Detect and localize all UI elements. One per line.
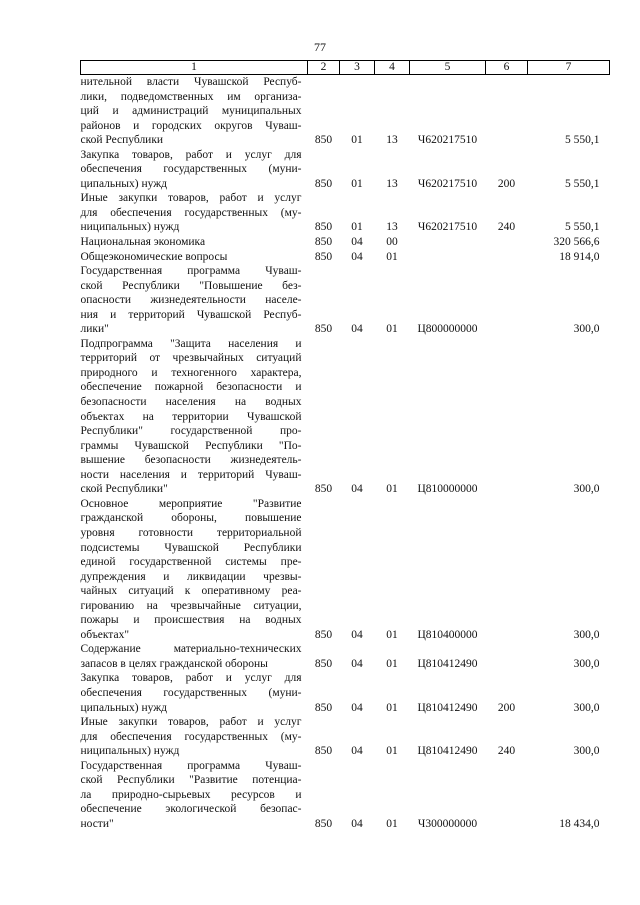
- ministry-code: 850: [314, 701, 333, 714]
- description-line: обеспечения государственных (муни-: [80, 163, 302, 176]
- table-row: [81, 235, 610, 250]
- column-number-row: [81, 61, 610, 75]
- description-line: уровня готовности территориальной: [80, 526, 302, 539]
- target-article-code: Ц810412490: [417, 657, 478, 670]
- table-row: [81, 75, 610, 148]
- description-line: Основное мероприятие "Развитие: [80, 497, 302, 510]
- description-line: Содержание материально-технических: [80, 643, 302, 656]
- amount: 300,0: [573, 628, 600, 641]
- row-description: [81, 250, 308, 265]
- table-row: [81, 671, 610, 715]
- description-line: ской Республики": [80, 483, 168, 496]
- description-line: ций и администраций муниципальных: [80, 105, 302, 118]
- subsection-code: 01: [386, 250, 398, 263]
- section-code: 04: [351, 657, 363, 670]
- description-line: районов и городских округов Чуваш-: [80, 119, 302, 132]
- description-line: Подпрограмма "Защита населения и: [80, 337, 302, 350]
- description-line: для обеспечения государственных (му-: [80, 730, 302, 743]
- description-line: вышение безопасности жизнедеятель-: [80, 454, 302, 467]
- column-number: 6: [486, 61, 528, 75]
- section-code: 01: [351, 221, 363, 234]
- description-line: Закупка товаров, работ и услуг для: [80, 672, 302, 685]
- ministry-code: 850: [314, 221, 333, 234]
- table-row: [81, 715, 610, 759]
- page-number: 77: [314, 40, 326, 54]
- description-line: природного и техногенного характера,: [80, 366, 302, 379]
- description-line: Государственная программа Чуваш-: [80, 759, 302, 772]
- target-article-code: Ч620217510: [417, 134, 478, 147]
- subsection-code: 13: [386, 177, 398, 190]
- table-row: [81, 642, 610, 671]
- expense-type-code: 200: [497, 701, 516, 714]
- section-code: 04: [351, 701, 363, 714]
- section-code: 04: [351, 236, 363, 249]
- description-line: Республики" государственной про-: [80, 425, 302, 438]
- row-description: [81, 337, 308, 497]
- amount: 320 566,6: [553, 236, 600, 249]
- target-article-code: Ч620217510: [417, 177, 478, 190]
- description-line: ния и территорий Чувашской Респуб-: [80, 308, 302, 321]
- description-line: Иные закупки товаров, работ и услуг: [80, 192, 302, 205]
- amount: 300,0: [573, 657, 600, 670]
- description-line: ниципальных) нужд: [80, 745, 180, 758]
- subsection-code: 13: [386, 221, 398, 234]
- subsection-code: 01: [386, 628, 398, 641]
- description-line: граммы Чувашской Республики "По-: [80, 439, 302, 452]
- table-row: [81, 148, 610, 192]
- description-line: объектах на территории Чувашской: [80, 410, 302, 423]
- description-line: единой государственной системы пре-: [80, 556, 302, 569]
- target-article-code: [410, 250, 486, 265]
- ministry-code: 850: [314, 134, 333, 147]
- row-description: [81, 148, 308, 192]
- expense-type-code: 240: [497, 745, 516, 758]
- subsection-code: 01: [386, 657, 398, 670]
- description-line: лики": [80, 323, 109, 336]
- description-line: опасности жизнедеятельности населе-: [80, 294, 302, 307]
- target-article-code: Ц810000000: [417, 483, 478, 496]
- description-line: Общеэкономические вопросы: [80, 250, 228, 263]
- target-article-code: [410, 235, 486, 250]
- description-line: запасов в целях гражданской обороны: [80, 657, 268, 670]
- section-code: 04: [351, 628, 363, 641]
- amount: 5 550,1: [565, 221, 600, 234]
- amount: 300,0: [573, 701, 600, 714]
- budget-table: [80, 60, 610, 831]
- amount: 5 550,1: [565, 177, 600, 190]
- target-article-code: Ч620217510: [417, 221, 478, 234]
- table-row: [81, 191, 610, 235]
- table-row: [81, 250, 610, 265]
- section-code: 04: [351, 745, 363, 758]
- row-description: [81, 497, 308, 642]
- amount: 300,0: [573, 323, 600, 336]
- description-line: обеспечения государственных (муни-: [80, 686, 302, 699]
- expense-type-code: [486, 759, 528, 832]
- description-line: ности": [80, 817, 114, 830]
- description-line: обеспечение экологической безопас-: [80, 803, 302, 816]
- ministry-code: 850: [314, 177, 333, 190]
- table-row: [81, 759, 610, 832]
- subsection-code: 01: [386, 745, 398, 758]
- subsection-code: 01: [386, 701, 398, 714]
- description-line: ской Республики: [80, 134, 164, 147]
- expense-type-code: [486, 337, 528, 497]
- table-row: [81, 497, 610, 642]
- target-article-code: Ц800000000: [417, 323, 478, 336]
- ministry-code: 850: [314, 657, 333, 670]
- row-description: [81, 264, 308, 337]
- target-article-code: Ц810400000: [417, 628, 478, 641]
- ministry-code: 850: [314, 236, 333, 249]
- column-number: 5: [410, 61, 486, 75]
- amount: 300,0: [573, 745, 600, 758]
- ministry-code: 850: [314, 323, 333, 336]
- amount: 18 914,0: [559, 250, 600, 263]
- ministry-code: 850: [314, 628, 333, 641]
- description-line: Закупка товаров, работ и услуг для: [80, 148, 302, 161]
- table-row: [81, 337, 610, 497]
- section-code: 04: [351, 483, 363, 496]
- table-body: [81, 75, 610, 832]
- subsection-code: 01: [386, 817, 398, 830]
- description-line: ла природно-сырьевых ресурсов и: [80, 788, 302, 801]
- section-code: 01: [351, 177, 363, 190]
- amount: 5 550,1: [565, 134, 600, 147]
- section-code: 04: [351, 250, 363, 263]
- table-header: [81, 61, 610, 75]
- description-line: пожары и происшествия на водных: [80, 614, 302, 627]
- description-line: безопасности населения на водных: [80, 396, 302, 409]
- expense-type-code: 200: [497, 177, 516, 190]
- subsection-code: 13: [386, 134, 398, 147]
- table-row: [81, 264, 610, 337]
- description-line: гражданской обороны, повышение: [80, 512, 302, 525]
- description-line: нительной власти Чувашской Респуб-: [80, 76, 302, 88]
- column-number: 4: [375, 61, 410, 75]
- description-line: подсистемы Чувашской Республики: [80, 541, 302, 554]
- ministry-code: 850: [314, 483, 333, 496]
- row-description: [81, 671, 308, 715]
- row-description: [81, 191, 308, 235]
- column-number: 7: [528, 61, 610, 75]
- expense-type-code: [486, 235, 528, 250]
- expense-type-code: [486, 642, 528, 671]
- description-line: Государственная программа Чуваш-: [80, 265, 302, 278]
- description-line: объектах": [80, 628, 130, 641]
- expense-type-code: [486, 250, 528, 265]
- description-line: Иные закупки товаров, работ и услуг: [80, 716, 302, 729]
- expense-type-code: [486, 264, 528, 337]
- description-line: обеспечение пожарной безопасности и: [80, 381, 302, 394]
- target-article-code: Ц810412490: [417, 701, 478, 714]
- expense-type-code: 240: [497, 221, 516, 234]
- row-description: [81, 642, 308, 671]
- description-line: ниципальных) нужд: [80, 221, 180, 234]
- description-line: территорий от чрезвычайных ситуаций: [80, 352, 302, 365]
- description-line: ности населения и территорий Чуваш-: [80, 468, 302, 481]
- description-line: для обеспечения государственных (му-: [80, 206, 302, 219]
- row-description: [81, 75, 308, 148]
- row-description: [81, 759, 308, 832]
- description-line: Национальная экономика: [80, 236, 206, 249]
- subsection-code: 00: [386, 236, 398, 249]
- ministry-code: 850: [314, 817, 333, 830]
- ministry-code: 850: [314, 250, 333, 263]
- target-article-code: Ч300000000: [417, 817, 478, 830]
- description-line: ципальных) нужд: [80, 177, 168, 190]
- subsection-code: 01: [386, 323, 398, 336]
- column-number: 2: [308, 61, 340, 75]
- column-number: 1: [81, 61, 308, 75]
- section-code: 04: [351, 817, 363, 830]
- description-line: гированию на чрезвычайные ситуации,: [80, 599, 302, 612]
- description-line: ской Республики "Развитие потенциа-: [80, 774, 302, 787]
- expense-type-code: [486, 497, 528, 642]
- subsection-code: 01: [386, 483, 398, 496]
- amount: 18 434,0: [559, 817, 600, 830]
- expense-type-code: [486, 75, 528, 148]
- amount: 300,0: [573, 483, 600, 496]
- description-line: лики, подведомственных им организа-: [80, 90, 302, 103]
- section-code: 01: [351, 134, 363, 147]
- description-line: ципальных) нужд: [80, 701, 168, 714]
- target-article-code: Ц810412490: [417, 745, 478, 758]
- section-code: 04: [351, 323, 363, 336]
- description-line: дупреждения и ликвидации чрезвы-: [80, 570, 302, 583]
- column-number: 3: [340, 61, 375, 75]
- description-line: ской Республики "Повышение без-: [80, 279, 302, 292]
- description-line: чайных ситуаций к оперативному реа-: [80, 585, 302, 598]
- ministry-code: 850: [314, 745, 333, 758]
- row-description: [81, 715, 308, 759]
- row-description: [81, 235, 308, 250]
